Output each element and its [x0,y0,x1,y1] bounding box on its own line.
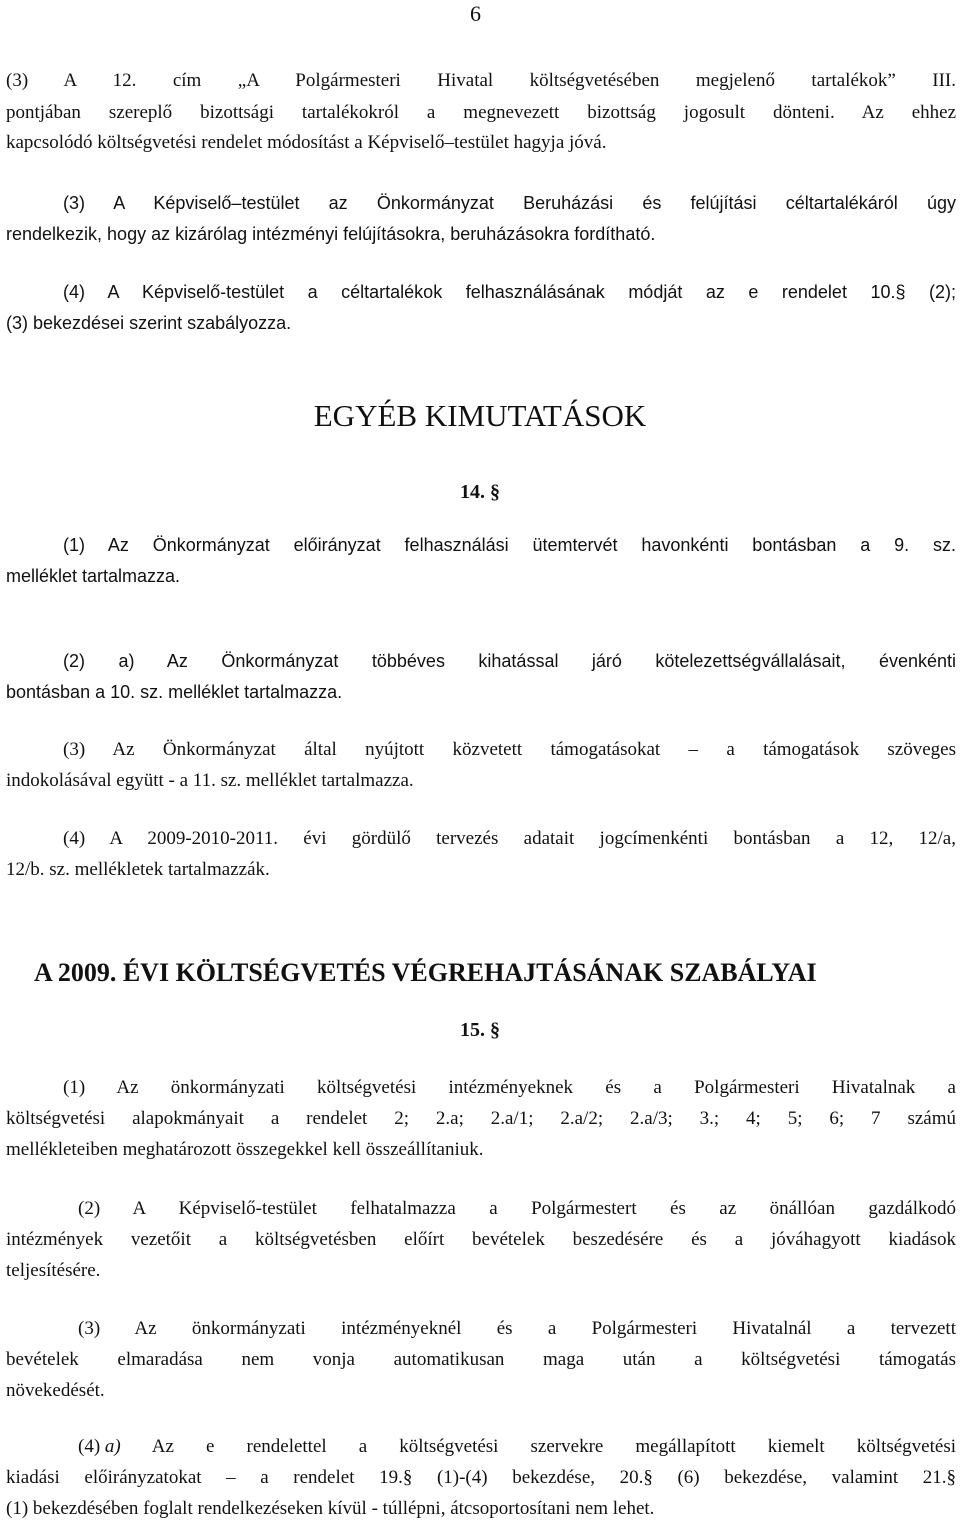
text-line: indokolásával együtt - a 11. sz. melléklet tartalmazza. [6,770,414,791]
text-line: (3) bekezdései szerint szabályozza. [6,313,292,333]
text-line: (2) a) Az Önkormányzat többéves kihatással járó kötelezettségvállalásait, évenkénti [63,651,956,671]
section-heading: EGYÉB KIMUTATÁSOK [313,398,647,433]
text-line: pontjában szereplő bizottsági tartalékokról a megnevezett bizottság jogosult dönteni. Az ehhez [6,102,956,123]
text-line: intézmények vezetőit a költségvetésben előírt bevételek beszedésére és a jóváhagyott kiadások [6,1229,956,1250]
section-number: 15. § [460,1019,500,1041]
text-line: költségvetési alapokmányait a rendelet 2; 2.a; 2.a/1; 2.a/2; 2.a/3; 3.; 4; 5; 6; 7 számú [6,1108,956,1129]
text-line: bevételek elmaradása nem vonja automatikusan maga után a költségvetési támogatás [6,1349,956,1370]
text-line: kiadási előirányzatokat – a rendelet 19.§ (1)-(4) bekezdése, 20.§ (6) bekezdése, valamint 21.§ [6,1467,956,1488]
text-line: (4) A Képviselő-testület a céltartalékok felhasználásának módját az e rendelet 10.§ (2); [63,282,956,302]
text-fragment: Az e rendelettel a költségvetési szervekre megállapított kiemelt költségvetési [120,1436,956,1457]
text-line: (3) A Képviselő–testület az Önkormányzat Beruházási és felújítási céltartalékáról úgy [63,193,956,213]
text-line: (3) Az Önkormányzat által nyújtott közvetett támogatásokat – a támogatások szöveges [63,739,956,760]
text-line: növekedését. [6,1380,105,1401]
text-line: 12/b. sz. mellékletek tartalmazzák. [6,859,270,880]
text-line: (3) A 12. cím „A Polgármesteri Hivatal költségvetésében megjelenő tartalékok” III. [6,70,956,91]
section-heading: A 2009. ÉVI KÖLTSÉGVETÉS VÉGREHAJTÁSÁNAK SZABÁLYAI [34,958,817,987]
text-line: bontásban a 10. sz. melléklet tartalmazza. [6,682,343,702]
text-line: rendelkezik, hogy az kizárólag intézményi felújításokra, beruházásokra fordítható. [6,224,656,244]
section-number: 14. § [460,481,500,503]
page-number: 6 [470,1,481,26]
text-line: (1) Az önkormányzati költségvetési intézményeknek és a Polgármesteri Hivatalnak a [63,1077,956,1098]
text-line: melléklet tartalmazza. [6,566,181,586]
text-line: mellékleteiben meghatározott összegekkel kell összeállítaniuk. [6,1139,484,1160]
paragraph-prefix: (4) [78,1436,105,1457]
text-line: (2) A Képviselő-testület felhatalmazza a Polgármestert és az önállóan gazdálkodó [78,1198,956,1219]
text-line: teljesítésére. [6,1260,101,1281]
text-line: (3) Az önkormányzati intézményeknél és a Polgármesteri Hivatalnál a tervezett [78,1318,956,1339]
text-line [78,1436,956,1458]
text-line: (4) A 2009-2010-2011. évi gördülő tervezés adatait jogcímenkénti bontásban a 12, 12/a, [63,828,956,849]
text-line: kapcsolódó költségvetési rendelet módosítást a Képviselő–testület hagyja jóvá. [6,132,607,153]
text-line: (1) bekezdésében foglalt rendelkezéseken kívül - túllépni, átcsoportosítani nem lehet. [6,1498,655,1519]
text-line: (1) Az Önkormányzat előirányzat felhasználási ütemtervét havonkénti bontásban a 9. sz. [63,535,956,555]
item-marker: a) [104,1436,121,1457]
